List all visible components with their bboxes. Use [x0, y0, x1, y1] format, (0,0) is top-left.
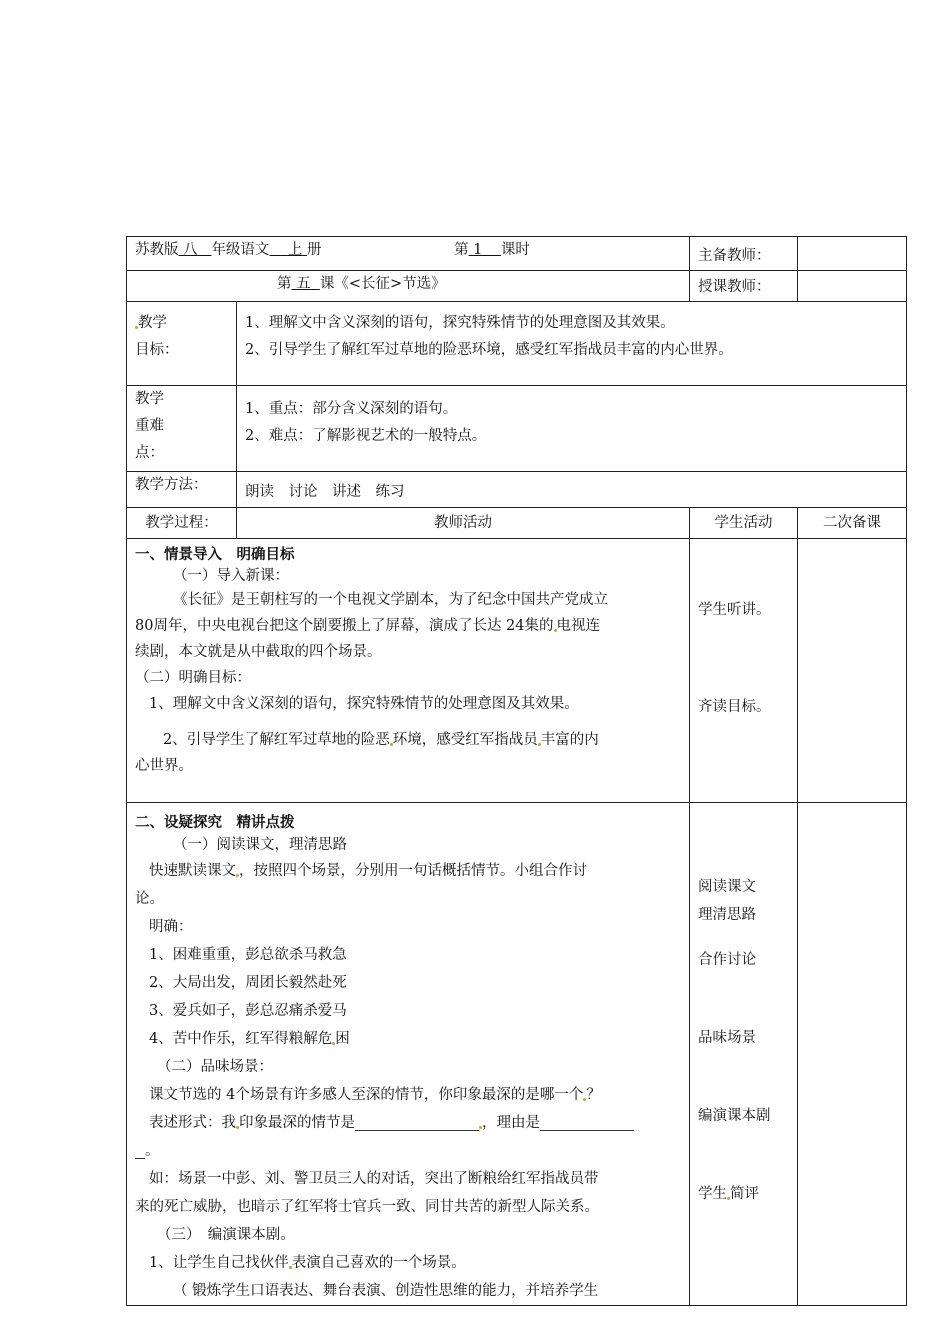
teaching-teacher-label: 授课教师：	[690, 271, 798, 302]
lesson-title-row: 第 五 课《<长征>节选》	[127, 271, 690, 302]
section1-student-activity: 学生听讲。 齐读目标。	[690, 539, 798, 803]
lead-teacher-label: 主备教师：	[690, 237, 798, 271]
process-label: 教学过程：	[127, 508, 237, 539]
section1-teacher-activity: 一、情景导入 明确目标 （一）导入新课： 《长征》是王朝柱写的一个电视文学剧本，为了纪念中国共产党成立 80周年，中央电视台把这个剧要搬上了屏幕，演成了长达 24集的 电视连 续剧，本文就是从中截取的四个场景。 （二）明确目标： 1、理解文中含义深刻的语句，探究特殊情节的处理意图及其效果。 2、引导学生了解红军过草地的险恶 环境，感受红军指战员 丰富的内 心世界。	[127, 539, 690, 803]
section2-teacher-activity: 二、设疑探究 精讲点拨 （一）阅读课文，理清思路 快速默读课文 ，按照四个场景，分别用一句话概括情节。小组合作讨 论。 明确： 1、困难重重，彭总欲杀马救急 2、大局出发，周团长毅然赴死 3、爱兵如子，彭总忍痛杀爱马 4、苦中作乐，红军得粮解危 困 （二）品味场景： 课文节选的 4个场景有许多感人至深的情节，你印象最深的是哪一个 ？ 表述形式：我 印象最深的情节是 ，理由是 。 如：场景一中彭、刘、警卫员三人的对话，突出了断粮给红军指战员带 来的死亡威胁，也暗示了红军将士官兵一致、同甘共苦的新型人际关系。 （三） 编演课本剧。 1、让学生自己找伙伴 表演自己喜欢的一个场景。 （ 锻炼学生口语表达、舞台表演、创造性思维的能力，并培养学生	[127, 803, 690, 1306]
teaching-teacher-value[interactable]	[798, 271, 907, 302]
methods-content: 朗读 讨论 讲述 练习	[237, 472, 907, 508]
objectives-label: 教学 目标：	[127, 302, 237, 386]
lesson-plan-table	[126, 236, 907, 1306]
key-points-label: 教学 重难 点：	[127, 386, 237, 472]
section1-prep[interactable]	[798, 539, 907, 803]
section1-title: 一、情景导入 明确目标	[135, 546, 295, 563]
objectives-content: 1、理解文中含义深刻的语句，探究特殊情节的处理意图及其效果。 2、引导学生了解红军过草地的险恶环境，感受红军指战员丰富的内心世界。	[237, 302, 907, 386]
lead-teacher-value[interactable]	[798, 237, 907, 271]
header-row-edition: 苏教版 八 年级语文 上 册 第 1 课时	[127, 237, 690, 271]
section2-student-activity: 阅读课文 理清思路 合作讨论 品味场景 编演课本剧 学生 简评	[690, 803, 798, 1306]
teacher-activity-header: 教师活动	[237, 508, 690, 539]
student-activity-header: 学生活动	[690, 508, 798, 539]
methods-label: 教学方法：	[127, 472, 237, 508]
second-prep-header: 二次备课	[798, 508, 907, 539]
section2-title: 二、设疑探究 精讲点拨	[135, 814, 295, 831]
key-points-content: 1、重点：部分含义深刻的语句。 2、难点：了解影视艺术的一般特点。	[237, 386, 907, 472]
section2-prep[interactable]	[798, 803, 907, 1306]
